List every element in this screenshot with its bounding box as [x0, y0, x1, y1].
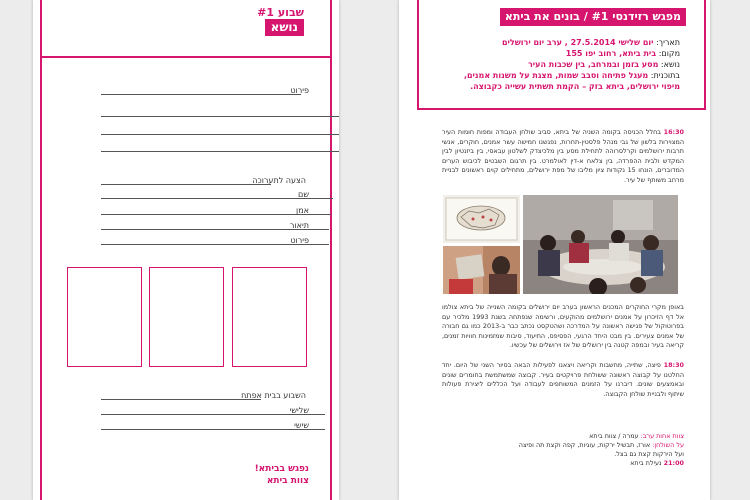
left-page	[33, 0, 339, 500]
form-line[interactable]	[101, 116, 339, 117]
map-drawing-icon	[443, 195, 520, 243]
meta-key: נושא:	[660, 60, 680, 69]
workshop-photo	[443, 246, 520, 294]
form-line[interactable]	[101, 399, 261, 400]
group-photo	[523, 195, 678, 294]
form-line[interactable]	[101, 229, 329, 230]
meta-key: בתוכנית:	[650, 71, 680, 80]
signoff-line-1: נפגש בביתא!	[254, 464, 309, 474]
session-title: מפגש רזידנסי #1 / בונים את ביתא	[500, 8, 686, 26]
meta-value: בית ביתא, רחוב יפו 155	[565, 49, 657, 58]
time-stamp: 21:00	[663, 459, 684, 467]
group-meeting-image-icon	[523, 195, 678, 294]
paragraph-text: פיצה, שתייה, מחשבות וקריאה ויצאנו לפעילות הבאה בסיור השני של היום. יחד החלטנו על קבוצה ראשונה ששולחת פרויקטים בעיר. קבוצה שמשתמשת בחומרים שונים ובאמצעים שונים. דיברנו על הזמנים המשותפים לעבודה ועל הכללים ליצירת פעולות שיתוף ולבניית שולחן הקבוצה.	[442, 361, 684, 398]
footer-line-4	[442, 459, 684, 469]
form-label-friday: שישי	[294, 421, 309, 430]
signoff-line-2: צוות ביתא	[266, 476, 309, 486]
paragraph-text: באופן מקרי החוקרים המכנים הראשון בערב יום ירושלים בקומה השנייה של ביתא צולמו אל דף הזיכרון על אמנים ירושלמים מהוקעים, ורשימה שנפתחה בשנת 1993 מלכיר עם בפרוטוקול של פגישה ראשונה על המדרכה ושהטקסט נכתב כבר ב-2013 כמו גם חבורה של אמנים צעירים. בין מבט היחד הרגעי, הפסיפס, התיעוד, סיבות שמזמינות חוויות זמנים, קריאה בעיר ובמפה קטנה בין ירושלים של אז וירושלים של עכשיו.	[442, 303, 684, 349]
form-line[interactable]	[101, 198, 333, 199]
meta-value: מיפוי ירושלים, ביתא בזק – הקמת תשתית עשייה כקבוצה.	[470, 82, 680, 91]
form-label-name: שם	[298, 190, 309, 199]
footer-value: עמרה / צוות ביתא	[589, 432, 639, 440]
time-stamp: 18:30	[663, 361, 684, 369]
meta-program-cont	[470, 81, 680, 92]
footer-value: ועל הירקות קצת גם בצל.	[614, 450, 684, 458]
time-stamp: 16:30	[663, 128, 684, 136]
paragraph-text: בחלל הכניסה בקומה השניה של ביתא, סביב שולחן העבודה ומפות חומות העיר המצוירות בלשון של גבי מנהל פלסטין-תחרות, נפגשנו חמישה עשר אמנים, חוקרים, אנשי תרבות ירושלמים וקרלסרוהה לתחילת מסע בין מלכיצדק לשלטון עבאסי, בין ביזנטיון לבין המקדש ולבית ההפרדה, בין צלאח א-דין לאולמרט. בין תרגום השבטים לכיבוש הערים המדוברים, הונחו 15 נקודות ציון מליבו של מפת ירושלים, מתחילים קוים ראשונים לבניית מרחב משותף של עיר.	[442, 128, 685, 184]
form-line[interactable]	[101, 184, 271, 185]
footer-value: נעילת ביתא	[630, 459, 662, 467]
form-line[interactable]	[101, 151, 339, 152]
form-line[interactable]	[101, 94, 301, 95]
form-label-detail: פירוט	[290, 86, 309, 95]
map-photo	[443, 195, 520, 243]
meta-program	[464, 70, 680, 81]
form-line[interactable]	[101, 244, 329, 245]
form-label-artist: אמן	[296, 206, 309, 215]
photo-box-3[interactable]	[232, 267, 307, 367]
paragraph-1	[442, 128, 684, 185]
meta-value: יום שלישי 27.5.2014 , ערב יום ירושלים	[501, 38, 654, 47]
photo-box-2[interactable]	[149, 267, 224, 367]
form-label-this-week: השבוע בבית אפתח	[241, 391, 306, 400]
right-page	[399, 0, 710, 500]
footer-label: צוות אחות ערב:	[640, 432, 684, 440]
footer-value: אורז, תבשיל ירקות, עוגיות, קפה וקצת תה ופיצה	[518, 441, 651, 449]
meta-topic	[528, 59, 680, 70]
left-header-frame	[40, 0, 332, 58]
meta-value: מעגל פתיחה וסבב שמות, מצגת על משנות אמנים,	[463, 71, 649, 80]
meta-date	[502, 37, 680, 48]
form-line[interactable]	[101, 414, 325, 415]
photo-box-1[interactable]	[67, 267, 142, 367]
meta-key: מקום:	[658, 49, 680, 58]
meta-value: מסע בזמן ובמרחב, בין שכבות העיר	[527, 60, 659, 69]
footer-label: על השולחן:	[652, 441, 684, 449]
meta-place	[566, 48, 680, 59]
form-label-description: תיאור	[289, 221, 309, 230]
form-label-proposal: הצעה לתערוכה	[252, 176, 306, 185]
form-label-tuesday: שלישי	[289, 406, 309, 415]
form-line[interactable]	[101, 134, 339, 135]
week-label: שבוע #1	[257, 6, 304, 19]
topic-label: נושא	[265, 19, 304, 36]
paragraph-3	[442, 361, 684, 399]
form-line[interactable]	[101, 214, 331, 215]
paragraph-2	[442, 303, 684, 351]
meta-key: תאריך:	[656, 38, 680, 47]
workshop-image-icon	[443, 246, 520, 294]
form-label-detail-2: פירוט	[290, 236, 309, 245]
form-line[interactable]	[101, 429, 325, 430]
